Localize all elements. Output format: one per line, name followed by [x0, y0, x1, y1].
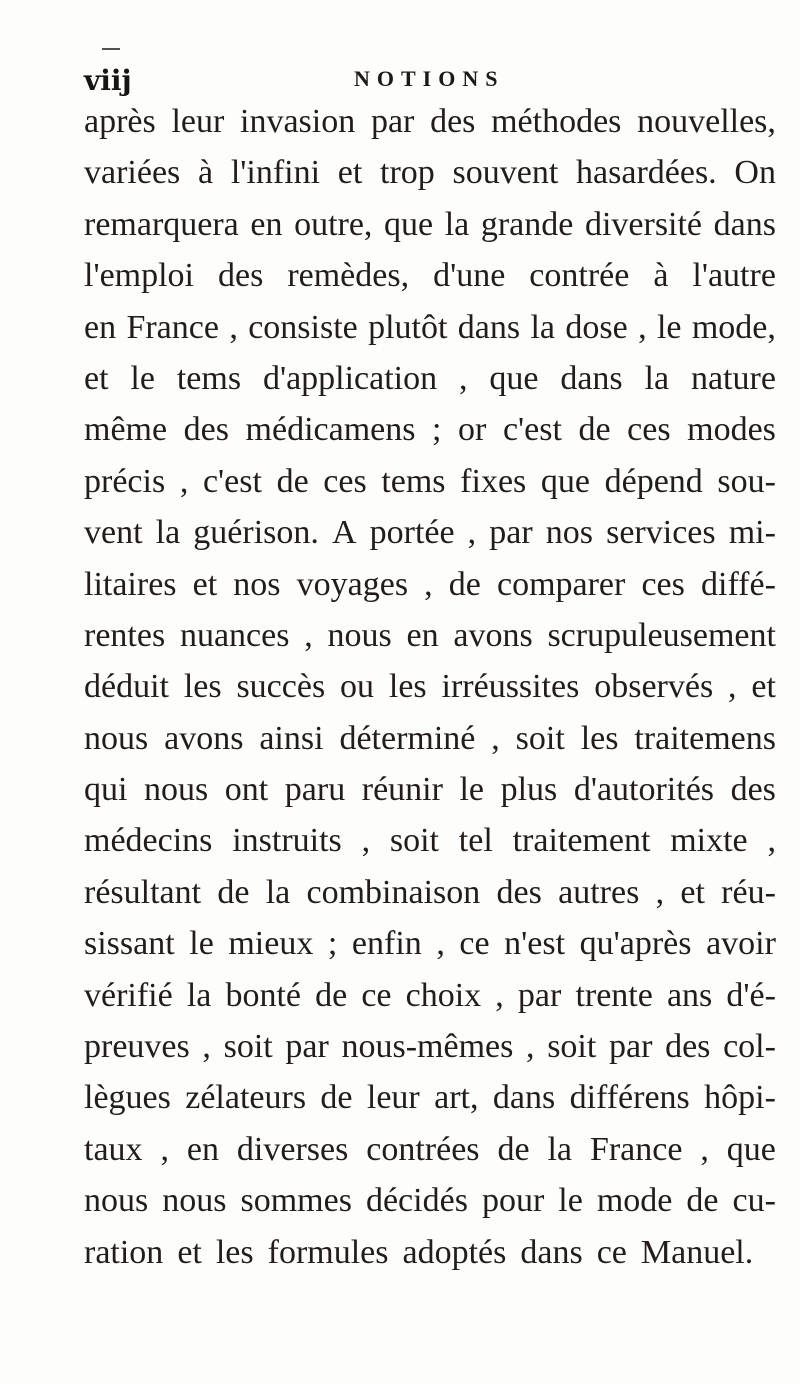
text-word: pour [481, 1182, 545, 1220]
text-word: , [526, 1028, 535, 1066]
text-word: trop [380, 154, 435, 192]
text-word: leur [171, 103, 225, 140]
text-word: succès [236, 668, 326, 706]
text-word: irréussites [441, 668, 580, 706]
text-word: autres [558, 873, 640, 911]
text-word: consiste [248, 308, 358, 346]
text-word: paru [284, 771, 346, 809]
text-word: On [734, 154, 776, 192]
text-word: traitemens [634, 719, 776, 757]
text-word: avoir [706, 925, 776, 963]
text-word: contrée [529, 257, 630, 295]
text-word: la [444, 205, 470, 243]
text-word: Manuel. [640, 1233, 754, 1271]
text-word: , [459, 359, 468, 397]
text-word: bonté [225, 976, 302, 1014]
text-line [84, 1227, 776, 1278]
text-word: sissant [84, 925, 175, 963]
text-word: , [700, 1130, 709, 1168]
page-number: viij [84, 64, 132, 97]
text-word: la [186, 976, 212, 1014]
text-word: la [547, 1130, 573, 1168]
text-word: de [315, 976, 348, 1014]
text-word: services [606, 514, 716, 552]
text-word: nuances [179, 616, 290, 654]
text-word: litaires [84, 565, 177, 603]
text-word: fixes [460, 462, 527, 500]
text-line [84, 713, 776, 764]
text-word: avons [164, 719, 244, 757]
text-word: dans [520, 1233, 583, 1271]
text-word: variées [84, 154, 181, 192]
text-word: comparer [496, 565, 626, 603]
text-word: ce [459, 925, 490, 963]
text-word: vérifié [84, 976, 173, 1014]
text-line [84, 302, 776, 353]
text-word: l'autre [692, 257, 776, 295]
text-word: qui [84, 771, 128, 809]
text-word: cu- [732, 1182, 776, 1220]
text-word: adoptés [402, 1233, 507, 1271]
text-word: plutôt [368, 308, 448, 346]
text-word: que [540, 462, 590, 500]
text-word: c'est [502, 411, 562, 449]
text-line [84, 970, 776, 1021]
text-word: dans [492, 1079, 556, 1117]
text-word: et [84, 359, 109, 397]
text-word: dose [565, 308, 628, 346]
text-word: après [84, 103, 156, 140]
text-word: , [495, 976, 504, 1014]
text-word: en [406, 616, 439, 654]
text-word: , [655, 873, 665, 911]
text-word: mi- [728, 514, 776, 552]
text-word: soit [223, 1028, 273, 1066]
text-word: des [496, 873, 542, 911]
text-line [84, 815, 776, 866]
text-word: les [580, 719, 619, 757]
text-word: par [608, 1028, 653, 1066]
text-word: ainsi [259, 719, 324, 757]
text-word: de [217, 873, 250, 911]
text-word: ou [340, 668, 375, 706]
text-word: France [126, 308, 219, 346]
text-word: la [265, 873, 291, 911]
text-word: , [491, 719, 500, 757]
text-word: grande [480, 205, 574, 243]
text-line [84, 764, 776, 815]
text-word: en [84, 308, 117, 346]
text-line [84, 199, 776, 250]
text-word: qu'après [579, 925, 692, 963]
text-word: en [186, 1130, 219, 1168]
text-word: invasion [240, 103, 356, 140]
text-word: de [276, 462, 309, 500]
text-word: le [459, 771, 485, 809]
text-word: la [155, 514, 181, 552]
text-word: ; [432, 411, 442, 449]
text-word: nous [144, 771, 209, 809]
text-word: combinaison [306, 873, 481, 911]
text-word: ; [327, 925, 338, 963]
text-line [84, 507, 776, 558]
text-word: précis [84, 462, 166, 500]
text-line [84, 559, 776, 610]
text-line [84, 1175, 776, 1226]
text-word: par [489, 514, 533, 552]
text-word: , [202, 1028, 211, 1066]
text-word: , [467, 514, 477, 552]
text-line [84, 353, 776, 404]
text-word: à [198, 154, 214, 192]
text-word: par [517, 976, 562, 1014]
text-word: voyages [296, 565, 409, 603]
text-line [84, 867, 776, 918]
text-word: , [229, 308, 238, 346]
text-word: nous [84, 719, 149, 757]
text-word: n'est [504, 925, 566, 963]
text-word: nous [327, 616, 392, 654]
text-word: les [388, 668, 427, 706]
text-word: , [160, 1130, 169, 1168]
text-word: dépend [604, 462, 703, 500]
text-word: à [653, 257, 669, 295]
text-word: des [430, 103, 476, 140]
text-word: les [215, 1233, 254, 1271]
text-line [84, 1124, 776, 1175]
text-word: scrupuleusement [547, 616, 776, 654]
text-word: médecins [84, 822, 213, 860]
text-word: vent [84, 514, 143, 552]
text-word: col- [723, 1028, 776, 1066]
text-word: la [530, 308, 556, 346]
text-word: de [320, 1079, 353, 1117]
text-word: nos [545, 514, 594, 552]
text-word: , [361, 822, 371, 860]
text-word: avons [453, 616, 533, 654]
text-word: d'application [262, 359, 438, 397]
text-word: ces [323, 462, 367, 500]
text-word: ont [224, 771, 269, 809]
text-word: que [726, 1130, 776, 1168]
text-word: nous-mêmes [341, 1028, 514, 1066]
text-word: , [767, 822, 776, 860]
text-word: , [424, 565, 433, 603]
text-word: remèdes, [287, 257, 410, 295]
text-word: par [370, 103, 415, 140]
text-word: nature [690, 359, 776, 397]
text-line [84, 404, 776, 455]
text-word: dans [560, 359, 623, 397]
text-word: France [589, 1130, 683, 1168]
text-word: même [84, 411, 168, 449]
text-word: déterminé [339, 719, 476, 757]
text-word: de [448, 565, 481, 603]
text-word: mixte [670, 822, 748, 860]
text-line [84, 918, 776, 969]
text-word: l'infini [230, 154, 321, 192]
text-line [84, 610, 776, 661]
text-word: enfin [351, 925, 422, 963]
text-word: le [558, 1182, 583, 1220]
text-word: dans [713, 205, 776, 243]
running-head: NOTIONS [354, 66, 505, 91]
text-word: des [218, 257, 264, 295]
text-word: preuves [84, 1028, 190, 1066]
text-word: trente [575, 976, 653, 1014]
text-word: ce [361, 976, 392, 1014]
text-word: ce [596, 1233, 627, 1271]
text-word: et [177, 1233, 202, 1271]
text-word: ces [627, 411, 671, 449]
text-word: déduit [84, 668, 169, 706]
text-word: tel [458, 822, 493, 860]
text-word: diverses [236, 1130, 349, 1168]
text-word: que [384, 205, 434, 243]
text-word: lègues [84, 1079, 171, 1117]
text-word: art, [434, 1079, 479, 1117]
text-word: que [489, 359, 539, 397]
text-line [84, 661, 776, 712]
text-line [84, 96, 776, 147]
text-word: mieux [228, 925, 314, 963]
text-word: et [192, 565, 218, 603]
text-word: des [665, 1028, 711, 1066]
text-word: de [578, 411, 611, 449]
text-line [84, 250, 776, 301]
text-word: A [331, 514, 357, 552]
text-word: choix [405, 976, 482, 1014]
text-word: hôpi- [704, 1079, 776, 1117]
text-word: décidés [365, 1182, 468, 1220]
text-line [84, 1072, 776, 1123]
text-word: leur [366, 1079, 420, 1117]
text-word: guérison. [193, 514, 319, 552]
text-word: par [285, 1028, 329, 1066]
text-word: résultant [84, 873, 202, 911]
text-word: , [304, 616, 313, 654]
text-word: tems [176, 359, 242, 397]
text-word: l'emploi [84, 257, 195, 295]
text-word: le [189, 925, 214, 963]
text-word: en [250, 205, 283, 243]
text-word: méthodes [491, 103, 622, 140]
text-word: la [644, 359, 670, 397]
text-line [84, 456, 776, 507]
text-word: instruits [232, 822, 342, 860]
text-word: de [497, 1130, 530, 1168]
text-word: et [751, 668, 776, 706]
text-word: sommes [240, 1182, 352, 1220]
text-word: ration [84, 1233, 164, 1271]
text-word: différens [569, 1079, 690, 1117]
text-word: contrées [366, 1130, 480, 1168]
text-word: réunir [361, 771, 443, 809]
text-word: observés [594, 668, 714, 706]
text-word: zélateurs [185, 1079, 307, 1117]
text-word: le [656, 308, 682, 346]
body-text [84, 96, 776, 1278]
text-word: nos [233, 565, 281, 603]
text-word: diffé- [701, 565, 776, 603]
text-word: mode [596, 1182, 673, 1220]
text-word: et [337, 154, 363, 192]
text-word: nous [162, 1182, 227, 1220]
text-word: médicamens [245, 411, 416, 449]
text-word: soit [389, 822, 439, 860]
text-word: des [183, 411, 229, 449]
text-word: plus [500, 771, 558, 809]
text-word: et [680, 873, 705, 911]
text-word: , [728, 668, 737, 706]
text-word: nous [84, 1182, 149, 1220]
text-word: traitement [512, 822, 651, 860]
text-word: rentes [84, 616, 166, 654]
text-word: d'autorités [573, 771, 715, 809]
text-word: soit [547, 1028, 597, 1066]
text-word: soit [515, 719, 565, 757]
text-word: , [179, 462, 189, 500]
text-word: ans [666, 976, 713, 1014]
text-word: dans [457, 308, 521, 346]
text-word: remarquera [84, 205, 239, 243]
text-word: formules [267, 1233, 389, 1271]
text-word: nouvelles, [637, 103, 776, 140]
text-word: sou- [717, 462, 776, 500]
text-word: portée [369, 514, 455, 552]
text-word: de [686, 1182, 719, 1220]
text-word: ces [641, 565, 685, 603]
text-word: tems [381, 462, 446, 500]
text-word: or [458, 411, 487, 449]
text-word: d'é- [726, 976, 776, 1014]
text-word: outre, [294, 205, 373, 243]
text-word: le [130, 359, 155, 397]
text-word: taux [84, 1130, 143, 1168]
text-word: réu- [721, 873, 776, 911]
text-line [84, 147, 776, 198]
text-word: mode, [691, 308, 776, 346]
text-word: modes [687, 411, 776, 449]
text-word: des [730, 771, 776, 809]
text-word: , [638, 308, 647, 346]
text-line [84, 1021, 776, 1072]
text-word: d'une [433, 257, 506, 295]
text-word: les [183, 668, 222, 706]
text-word: souvent [452, 154, 559, 192]
text-word: c'est [202, 462, 262, 500]
text-word: hasardées. [576, 154, 717, 192]
text-word: , [436, 925, 445, 963]
text-word: diversité [584, 205, 703, 243]
